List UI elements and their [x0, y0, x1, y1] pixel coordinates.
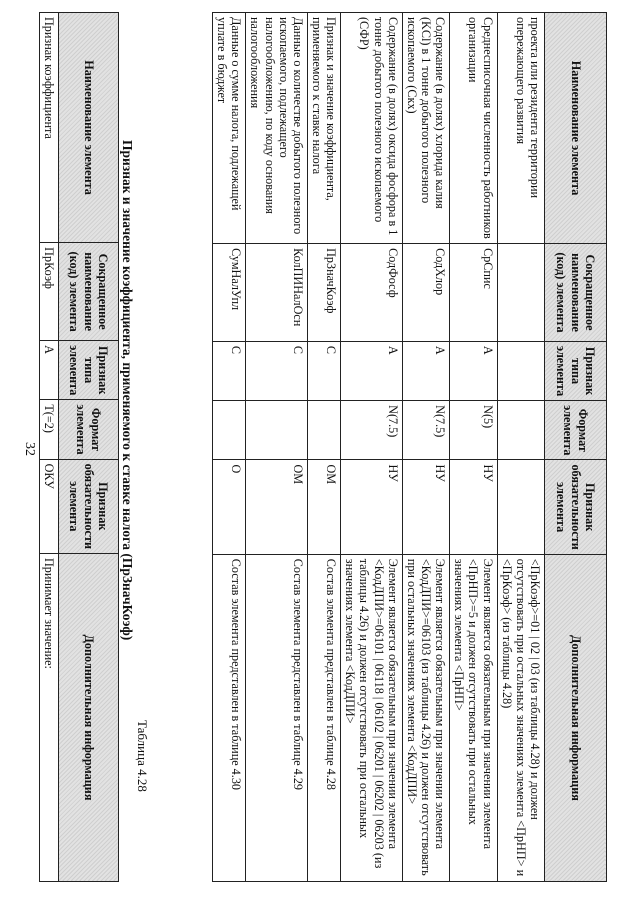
cell-info: Состав элемента представлен в таблице 4.29 [246, 554, 308, 881]
cell-type: А [341, 341, 403, 400]
cell-name: Признак и значение коэффициента, применяемого к ставке налога [307, 13, 340, 244]
cell-info: Элемент является обязательным при значении элемента <ПрНП>=5 и должен отсутствовать при остальных значениях элемента <ПрНП> [450, 554, 497, 881]
table-row [341, 13, 403, 882]
cell-info: Элемент является обязательным при значении элемента <КодДПИ>=06103 (из таблицы 4.26) и должен отсутствовать при остальных значениях элемента <КодДПИ> [402, 554, 449, 881]
table-number: Таблица 4.28 [135, 720, 150, 792]
header-name: Наименование элемента [545, 13, 607, 244]
cell-info: <ПрКоэф>=01 | 02 | 03 (из таблицы 4.28) и должен отсутствовать при остальных значениях элемента <ПрНП> и <ПрКоэф> (из таблицы 4.28) [497, 554, 544, 881]
header-type: Признак типа элемента [545, 341, 607, 400]
cell-format [246, 401, 308, 460]
cell-name: Данные о сумме налога, подлежащей уплате в бюджет [213, 13, 246, 244]
table-row [213, 13, 246, 882]
cell-short: КолПИНалОсн [246, 244, 308, 342]
cell-info: Состав элемента представлен в таблице 4.28 [307, 554, 340, 881]
table-title: Признак и значение коэффициента, применяемого к ставке налога (ПрЗначКоэф) [120, 140, 135, 641]
cell-short [497, 244, 544, 342]
cell-format [213, 401, 246, 460]
cell-type: А [39, 341, 58, 400]
header-format: Формат элемента [59, 400, 119, 459]
table-row [307, 13, 340, 882]
header-format: Формат элемента [545, 401, 607, 460]
cell-required: НУ [450, 460, 497, 554]
cell-format: N(5) [450, 401, 497, 460]
cell-format: T(=2) [39, 400, 58, 459]
cell-short: СумНалУпл [213, 244, 246, 342]
cell-info: Принимает значение: [39, 553, 58, 881]
cell-info: Элемент является обязательным при значении элемента <КодДПИ>=06101 | 06118 | 06102 | 06201 | 06202 | 06203 (из таблицы 4.26) и должен отсутствовать при остальных значениях элемента <КодДПИ> [341, 554, 403, 881]
cell-name: Содержание (в долях) оксида фосфора в 1 тонне добытого полезного ископаемого (СФР) [341, 13, 403, 244]
header-short: Сокращенное наименование (код) элемента [545, 244, 607, 342]
table-row [450, 13, 497, 882]
cell-type: А [402, 341, 449, 400]
cell-format [307, 401, 340, 460]
cell-type: С [213, 341, 246, 400]
cell-short: ПрКоэф [39, 243, 58, 341]
table-row [402, 13, 449, 882]
cell-name: Содержание (в долях) хлорида калия (KCl) в 1 тонне добытого полезного ископаемого (Скх) [402, 13, 449, 244]
cell-type: С [246, 341, 308, 400]
header-required: Признак обязательности элемента [59, 459, 119, 553]
cell-short: СодФосф [341, 244, 403, 342]
header-info: Дополнительная информация [545, 554, 607, 881]
cell-format: N(7.5) [341, 401, 403, 460]
header-type: Признак типа элемента [59, 341, 119, 400]
elements-table [212, 12, 607, 882]
cell-type [497, 341, 544, 400]
cell-short: СрСпис [450, 244, 497, 342]
table-header-row [59, 13, 119, 882]
table-row [39, 13, 58, 882]
table-header-row [545, 13, 607, 882]
cell-required: НУ [341, 460, 403, 554]
cell-short: СодХлор [402, 244, 449, 342]
cell-info: Состав элемента представлен в таблице 4.30 [213, 554, 246, 881]
cell-name: Признак коэффициента [39, 13, 58, 243]
cell-name: проекта или резидента территории опережающего развития [497, 13, 544, 244]
header-name: Наименование элемента [59, 13, 119, 243]
cell-required: НУ [402, 460, 449, 554]
cell-name: Среднесписочная численность работников организации [450, 13, 497, 244]
cell-format [497, 401, 544, 460]
cell-required: ОМ [246, 460, 308, 554]
cell-short: ПрЗначКоэф [307, 244, 340, 342]
header-info: Дополнительная информация [59, 553, 119, 881]
coef-table [39, 12, 119, 882]
table-row [497, 13, 544, 882]
cell-required: ОКУ [39, 459, 58, 553]
table-row [246, 13, 308, 882]
header-required: Признак обязательности элемента [545, 460, 607, 554]
cell-required: О [213, 460, 246, 554]
cell-type: С [307, 341, 340, 400]
cell-required: ОМ [307, 460, 340, 554]
cell-format: N(7.5) [402, 401, 449, 460]
cell-required [497, 460, 544, 554]
header-short: Сокращенное наименование (код) элемента [59, 243, 119, 341]
cell-type: А [450, 341, 497, 400]
page-number: 32 [22, 442, 37, 456]
cell-name: Данные о количестве добытого полезного ископаемого, подлежащего налогообложению, по коду основания налогообложения [246, 13, 308, 244]
